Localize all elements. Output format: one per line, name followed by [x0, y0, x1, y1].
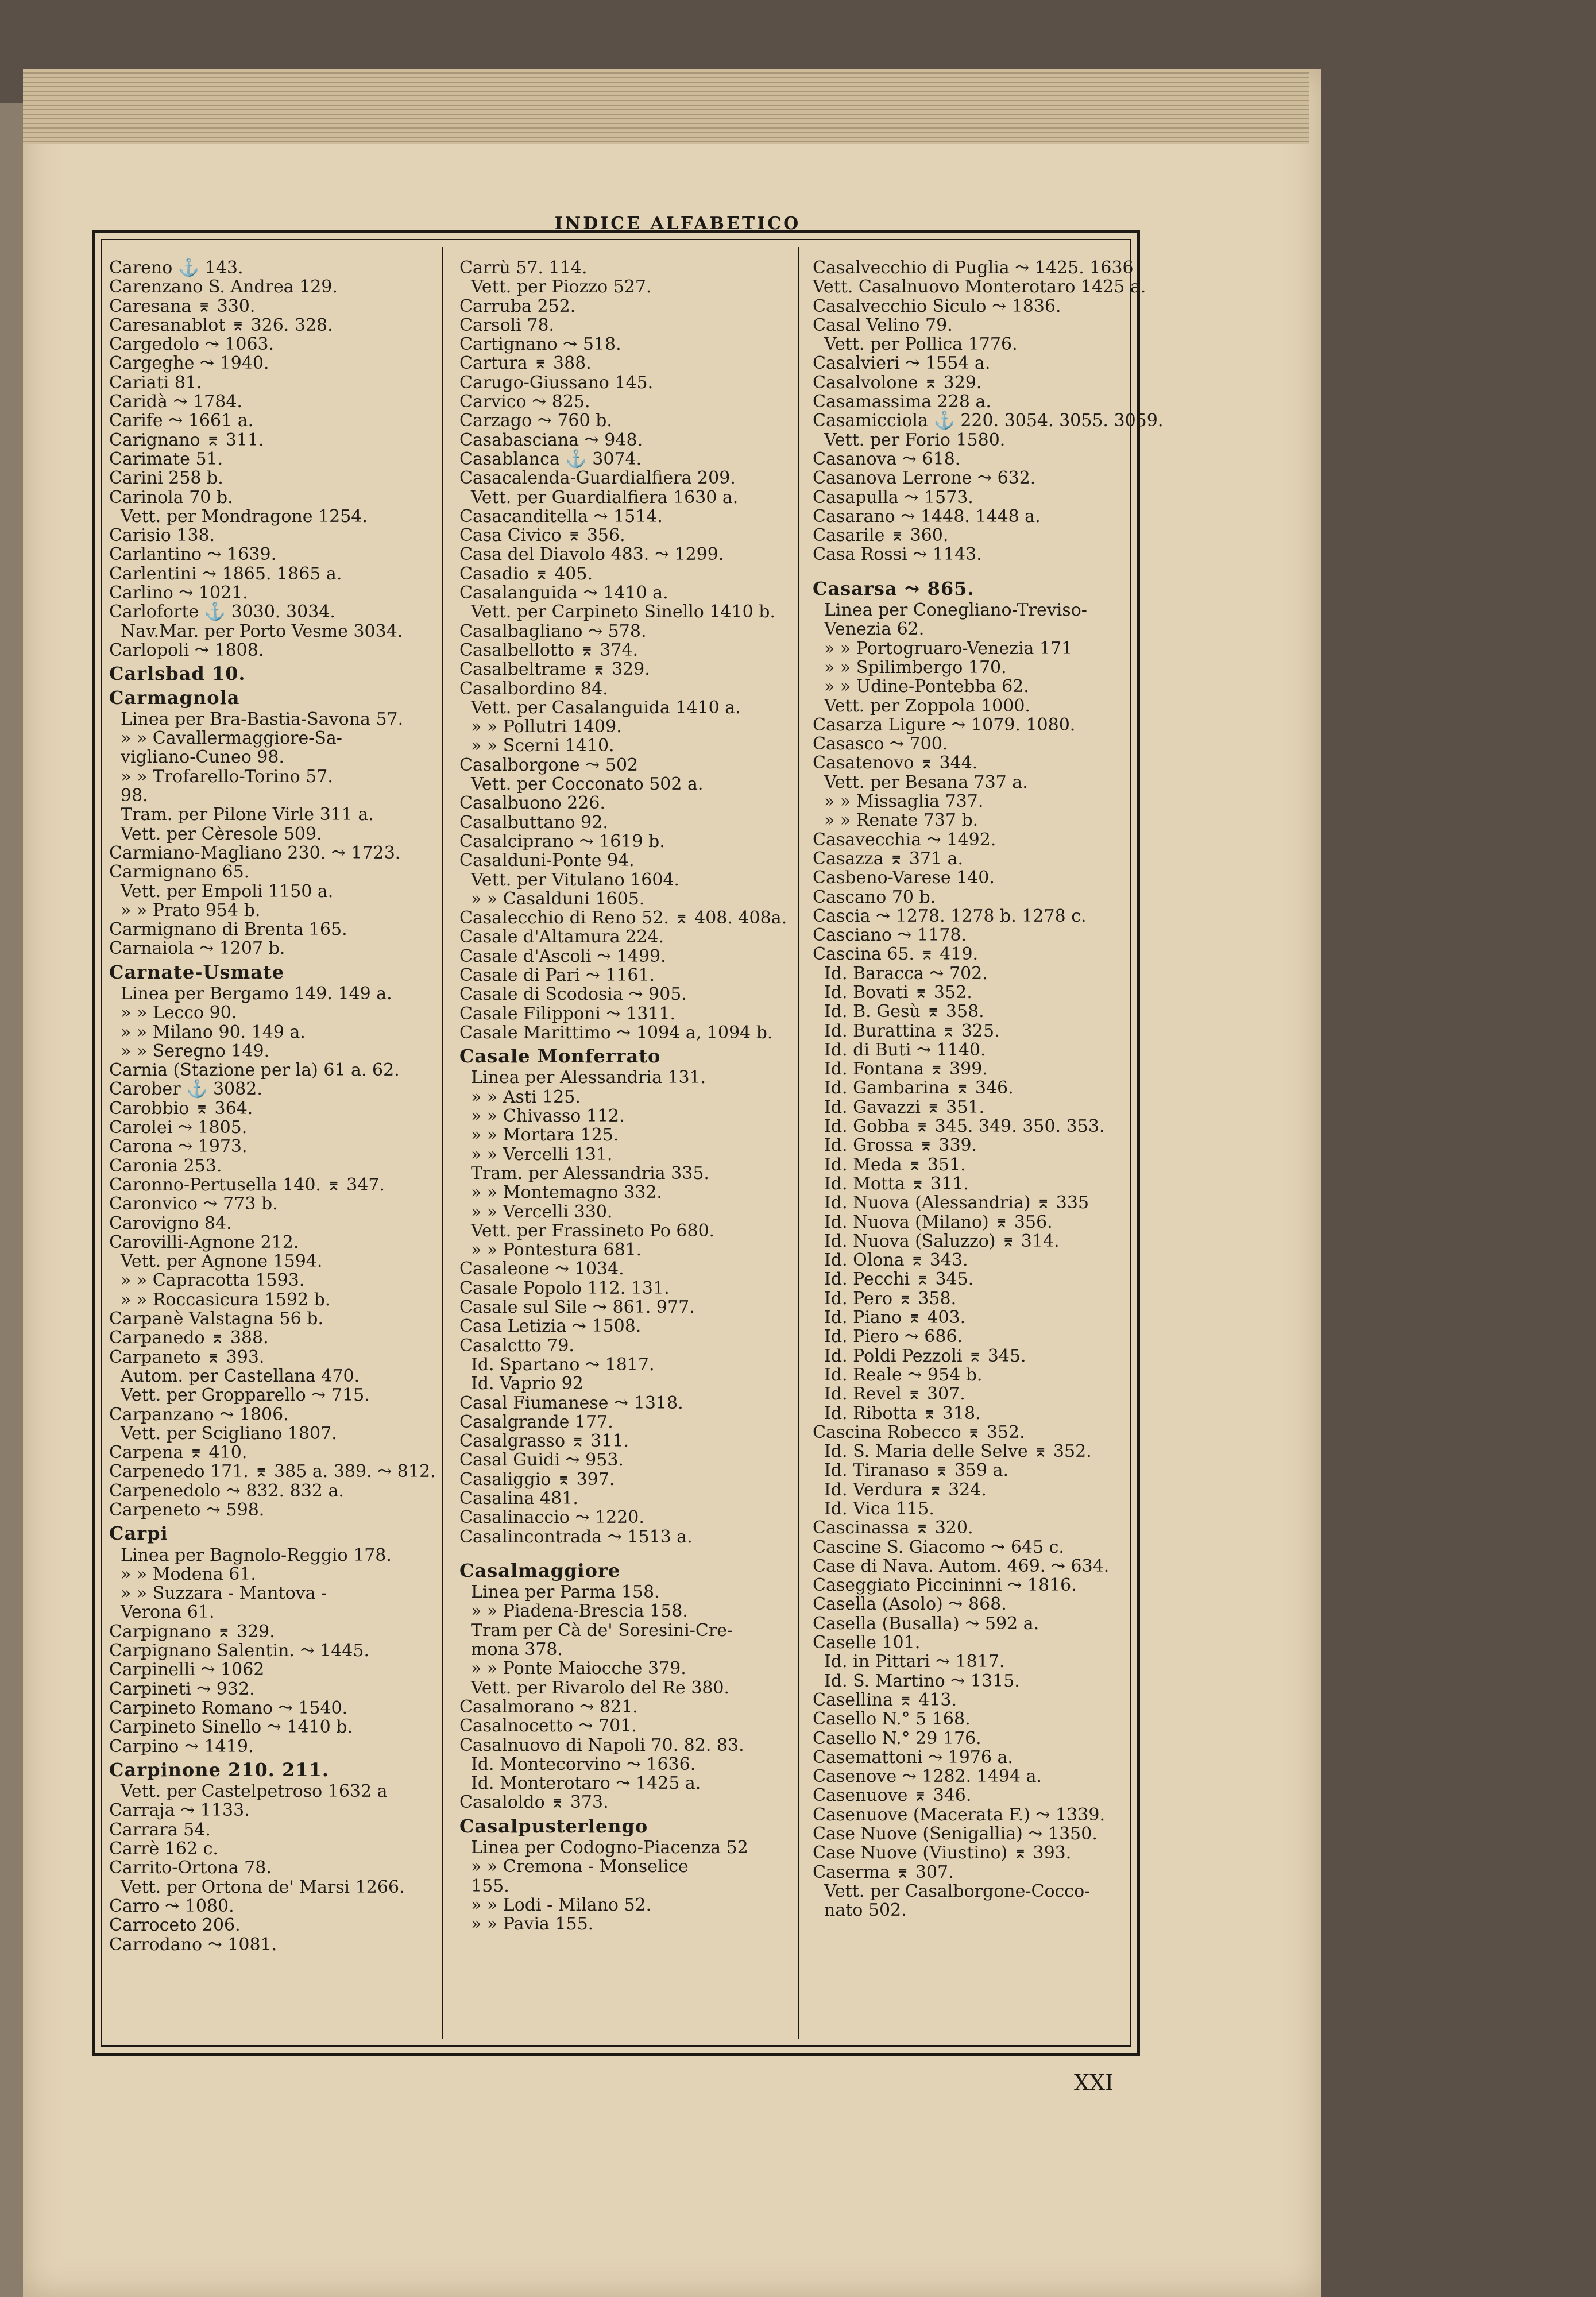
index-heading: Carpinone 210. 211.	[109, 1758, 329, 1781]
index-entry: Carober ⚓ 3082.	[109, 1079, 262, 1100]
index-entry: Casenuove ⌆ 346.	[813, 1785, 972, 1806]
index-entry: Carmignano 65.	[109, 862, 250, 883]
index-entry: Casello N.° 5 168.	[813, 1709, 971, 1730]
index-entry: Casalvecchio di Puglia ⤳ 1425. 1636	[813, 258, 1134, 278]
index-entry: Carpanedo ⌆ 388.	[109, 1328, 269, 1348]
index-heading: Carpi	[109, 1522, 168, 1545]
index-entry: Linea per Bra-Bastia-Savona 57.	[121, 709, 404, 729]
index-entry: » » Portogruaro-Venezia 171	[824, 638, 1073, 659]
index-entry: Id. Monterotaro ⤳ 1425 a.	[471, 1773, 701, 1794]
index-entry: Carovilli-Agnone 212.	[109, 1232, 299, 1252]
index-entry: Casale di Pari ⤳ 1161.	[459, 965, 655, 985]
index-entry: Casale d'Altamura 224.	[459, 927, 664, 948]
index-entry: Casablanca ⚓ 3074.	[459, 448, 642, 469]
index-entry: Carpanzano ⤳ 1806.	[109, 1404, 289, 1425]
index-entry: Casenuove (Macerata F.) ⤳ 1339.	[813, 1804, 1105, 1825]
index-entry: Carolei ⤳ 1805.	[109, 1117, 248, 1138]
index-entry: Caronvico ⤳ 773 b.	[109, 1194, 278, 1215]
index-entry: Vett. per Besana 737 a.	[824, 772, 1028, 792]
index-entry: Id. Poldi Pezzoli ⌆ 345.	[824, 1345, 1026, 1366]
index-entry: Vett. Casalnuovo Monterotaro 1425 a.	[813, 277, 1146, 297]
index-entry: Carpeneto ⤳ 598.	[109, 1500, 265, 1520]
index-entry: Cariati 81.	[109, 372, 202, 393]
index-entry: 155.	[471, 1876, 509, 1896]
index-entry: » » Capracotta 1593.	[121, 1270, 305, 1291]
index-entry: Cascia ⤳ 1278. 1278 b. 1278 c.	[813, 906, 1087, 926]
column-rule	[798, 247, 799, 2039]
index-entry: Verona 61.	[121, 1602, 215, 1623]
index-entry: Id. Vica 115.	[824, 1499, 934, 1519]
index-entry: Casacanditella ⤳ 1514.	[459, 506, 663, 527]
index-entry: Id. in Pittari ⤳ 1817.	[824, 1652, 1005, 1672]
index-entry: Casale Filipponi ⤳ 1311.	[459, 1003, 676, 1024]
index-entry: Casellina ⌆ 413.	[813, 1689, 957, 1710]
index-entry: » » Scerni 1410.	[471, 736, 615, 756]
index-heading: Casale Monferrato	[459, 1045, 661, 1068]
index-entry: Casalvolone ⌆ 329.	[813, 372, 982, 393]
index-entry: Id. Gambarina ⌆ 346.	[824, 1078, 1014, 1099]
index-entry: Casalvecchio Siculo ⤳ 1836.	[813, 296, 1061, 316]
index-entry: Tram per Cà de' Soresini-Cre-	[471, 1620, 733, 1641]
index-entry: Carvico ⤳ 825.	[459, 392, 590, 412]
index-entry: Carini 258 b.	[109, 468, 223, 489]
index-entry: Carlantino ⤳ 1639.	[109, 544, 277, 565]
index-heading: Carlsbad 10.	[109, 663, 246, 685]
index-entry: » » Pavia 155.	[471, 1914, 594, 1935]
index-entry: Id. B. Gesù ⌆ 358.	[824, 1001, 984, 1022]
index-entry: Id. Montecorvino ⤳ 1636.	[471, 1754, 696, 1774]
index-entry: Vett. per Guardialfiera 1630 a.	[471, 487, 739, 508]
index-entry: Id. Motta ⌆ 311.	[824, 1173, 969, 1194]
index-entry: Vett. per Piozzo 527.	[471, 277, 652, 297]
index-entry: Vett. per Cocconato 502 a.	[471, 774, 704, 795]
index-entry: Casalinaccio ⤳ 1220.	[459, 1507, 644, 1528]
index-entry: Id. di Buti ⤳ 1140.	[824, 1039, 986, 1060]
index-entry: nato 502.	[824, 1900, 907, 1921]
index-entry: Carignano ⌆ 311.	[109, 430, 264, 450]
index-entry: Casalbordino 84.	[459, 678, 608, 699]
index-entry: vigliano-Cuneo 98.	[121, 747, 284, 768]
index-entry: » » Pontestura 681.	[471, 1240, 642, 1260]
index-entry: Carpino ⤳ 1419.	[109, 1736, 254, 1757]
index-entry: Id. Gavazzi ⌆ 351.	[824, 1097, 985, 1117]
index-entry: Casa Civico ⌆ 356.	[459, 525, 625, 546]
index-entry: Carona ⤳ 1973.	[109, 1136, 248, 1157]
index-entry: Casalbellotto ⌆ 374.	[459, 640, 639, 660]
index-entry: » » Ponte Maiocche 379.	[471, 1658, 686, 1679]
index-entry: Casciano ⤳ 1178.	[813, 925, 967, 946]
index-entry: Id. Tiranaso ⌆ 359 a.	[824, 1460, 1009, 1481]
index-entry: » » Casalduni 1605.	[471, 888, 645, 909]
index-entry: Casalctto 79.	[459, 1335, 574, 1356]
index-heading: Carnate-Usmate	[109, 961, 285, 983]
index-heading: Casalmaggiore	[459, 1559, 621, 1581]
index-entry: Linea per Parma 158.	[471, 1582, 660, 1603]
index-entry: Casale Popolo 112. 131.	[459, 1278, 670, 1298]
index-entry: Caronia 253.	[109, 1155, 222, 1176]
index-entry: Case di Nava. Autom. 469. ⤳ 634.	[813, 1556, 1110, 1576]
index-entry: Caselle 101.	[813, 1633, 921, 1653]
index-entry: » » Udine-Pontebba 62.	[824, 676, 1029, 697]
index-entry: Carpaneto ⌆ 393.	[109, 1347, 265, 1367]
index-entry: Carpenedo 171. ⌆ 385 a. 389. ⤳ 812.	[109, 1461, 436, 1482]
index-entry: Id. Grossa ⌆ 339.	[824, 1135, 977, 1156]
index-entry: Caresanablot ⌆ 326. 328.	[109, 315, 333, 335]
index-entry: Id. Bovati ⌆ 352.	[824, 982, 972, 1003]
index-entry: Cascinassa ⌆ 320.	[813, 1518, 973, 1538]
index-entry: Carrodano ⤳ 1081.	[109, 1934, 277, 1955]
index-entry: Vett. per Casalanguida 1410 a.	[471, 697, 741, 718]
index-entry: Id. Nuova (Alessandria) ⌆ 335	[824, 1193, 1089, 1213]
index-entry: Id. Fontana ⌆ 399.	[824, 1059, 988, 1080]
index-entry: Carrara 54.	[109, 1819, 211, 1840]
index-entry: Id. Vaprio 92	[471, 1374, 583, 1394]
page-edges	[23, 69, 1309, 144]
index-entry: Tram. per Pilone Virle 311 a.	[121, 805, 374, 825]
index-entry: Casapulla ⤳ 1573.	[813, 487, 973, 508]
index-heading: Carmagnola	[109, 686, 240, 709]
index-entry: 98.	[121, 786, 148, 806]
index-entry: Autom. per Castellana 470.	[121, 1366, 360, 1386]
index-entry: Casaloldo ⌆ 373.	[459, 1792, 609, 1813]
index-entry: Casatenovo ⌆ 344.	[813, 753, 978, 774]
index-entry: Carlentini ⤳ 1865. 1865 a.	[109, 563, 342, 584]
index-entry: Linea per Conegliano-Treviso-	[824, 600, 1087, 621]
index-entry: Carovigno 84.	[109, 1213, 232, 1233]
index-entry: Casalbuono 226.	[459, 793, 606, 814]
index-entry: Casemattoni ⤳ 1976 a.	[813, 1747, 1013, 1768]
index-entry: Casabasciana ⤳ 948.	[459, 430, 643, 450]
index-entry: Id. Pero ⌆ 358.	[824, 1288, 957, 1309]
index-entry: Careno ⚓ 143.	[109, 258, 244, 278]
index-entry: Id. Reale ⤳ 954 b.	[824, 1364, 983, 1385]
index-entry: Linea per Alessandria 131.	[471, 1068, 706, 1088]
index-entry: Casale Marittimo ⤳ 1094 a, 1094 b.	[459, 1022, 773, 1043]
index-entry: Cartignano ⤳ 518.	[459, 334, 621, 355]
index-entry: Casale d'Ascoli ⤳ 1499.	[459, 946, 666, 966]
index-entry: Id. S. Martino ⤳ 1315.	[824, 1670, 1020, 1691]
index-entry: Linea per Bagnolo-Reggio 178.	[121, 1545, 392, 1565]
index-entry: Casalnuovo di Napoli 70. 82. 83.	[459, 1735, 744, 1755]
index-entry: Casazza ⌆ 371 a.	[813, 848, 964, 869]
index-entry: Caseggiato Piccininni ⤳ 1816.	[813, 1575, 1077, 1596]
index-entry: Casacalenda-Guardialfiera 209.	[459, 468, 736, 489]
index-entry: Casanova ⤳ 618.	[813, 448, 961, 469]
index-entry: Id. Gobba ⌆ 345. 349. 350. 353.	[824, 1116, 1105, 1137]
index-entry: Casadio ⌆ 405.	[459, 563, 593, 584]
index-entry: Carrè 162 c.	[109, 1839, 218, 1859]
index-entry: Carpinelli ⤳ 1062	[109, 1660, 265, 1680]
index-entry: Casalvieri ⤳ 1554 a.	[813, 353, 991, 374]
index-entry: Casa Letizia ⤳ 1508.	[459, 1316, 642, 1337]
index-entry: » » Trofarello-Torino 57.	[121, 766, 333, 787]
index-entry: Linea per Codogno-Piacenza 52	[471, 1838, 748, 1858]
index-entry: Id. Meda ⌆ 351.	[824, 1154, 966, 1175]
index-entry: Carpenedolo ⤳ 832. 832 a.	[109, 1480, 344, 1501]
index-entry: Vett. per Carpineto Sinello 1410 b.	[471, 602, 776, 622]
index-entry: Carpignano ⌆ 329.	[109, 1621, 275, 1642]
index-entry: Casalciprano ⤳ 1619 b.	[459, 831, 665, 852]
index-entry: Id. Nuova (Milano) ⌆ 356.	[824, 1212, 1053, 1232]
index-entry: Vett. per Cèresole 509.	[121, 823, 322, 844]
index-entry: Carnia (Stazione per la) 61 a. 62.	[109, 1060, 400, 1081]
index-entry: Casamassima 228 a.	[813, 392, 991, 412]
index-entry: Casavecchia ⤳ 1492.	[813, 829, 996, 850]
index-entry: Carpineto Sinello ⤳ 1410 b.	[109, 1717, 353, 1738]
index-entry: » » Cavallermaggiore-Sa-	[121, 728, 342, 749]
index-entry: Carpignano Salentin. ⤳ 1445.	[109, 1641, 370, 1661]
index-entry: Carugo-Giussano 145.	[459, 372, 654, 393]
index-entry: Casalborgone ⤳ 502	[459, 755, 639, 775]
index-entry: Vett. per Casalborgone-Cocco-	[824, 1881, 1091, 1901]
index-entry: Id. S. Maria delle Selve ⌆ 352.	[824, 1441, 1092, 1462]
index-entry: Id. Verdura ⌆ 324.	[824, 1479, 987, 1500]
index-heading: Casalpusterlengo	[459, 1815, 648, 1837]
index-entry: Carife ⤳ 1661 a.	[109, 411, 254, 431]
index-entry: Casasco ⤳ 700.	[813, 734, 948, 755]
index-entry: Carisio 138.	[109, 525, 215, 546]
index-entry: Id. Nuova (Saluzzo) ⌆ 314.	[824, 1231, 1060, 1251]
index-entry: Carmignano di Brenta 165.	[109, 919, 347, 940]
index-entry: » » Milano 90. 149 a.	[121, 1022, 306, 1042]
index-entry: Carinola 70 b.	[109, 487, 233, 508]
index-entry: Vett. per Agnone 1594.	[121, 1251, 323, 1272]
index-entry: Casalbeltrame ⌆ 329.	[459, 659, 650, 680]
index-entry: Carlino ⤳ 1021.	[109, 583, 248, 604]
index-entry: » » Mortara 125.	[471, 1125, 619, 1146]
column-rule	[442, 247, 443, 2039]
index-entry: » » Vercelli 131.	[471, 1144, 613, 1165]
index-entry: Carpanè Valstagna 56 b.	[109, 1309, 324, 1329]
index-entry: Vett. per Ortona de' Marsi 1266.	[121, 1877, 405, 1897]
index-entry: Carimate 51.	[109, 448, 223, 469]
index-entry: Casalbagliano ⤳ 578.	[459, 621, 647, 641]
index-entry: Vett. per Pollica 1776.	[824, 334, 1018, 355]
index-entry: Casella (Busalla) ⤳ 592 a.	[813, 1613, 1039, 1634]
index-entry: Casbeno-Varese 140.	[813, 868, 995, 888]
index-entry: » » Renate 737 b.	[824, 810, 979, 831]
index-entry: Vett. per Zoppola 1000.	[824, 695, 1030, 716]
index-entry: » » Spilimbergo 170.	[824, 657, 1007, 678]
index-entry: » » Lodi - Milano 52.	[471, 1894, 652, 1915]
index-entry: Carroceto 206.	[109, 1915, 241, 1936]
index-entry: Casaleone ⤳ 1034.	[459, 1259, 624, 1279]
index-entry: Id. Ribotta ⌆ 318.	[824, 1403, 981, 1424]
index-entry: » » Piadena-Brescia 158.	[471, 1601, 688, 1622]
index-entry: » » Pollutri 1409.	[471, 717, 622, 737]
index-entry: Cartura ⌆ 388.	[459, 353, 592, 374]
index-entry: Id. Spartano ⤳ 1817.	[471, 1354, 655, 1375]
index-entry: Casale sul Sile ⤳ 861. 977.	[459, 1297, 695, 1318]
index-entry: Id. Olona ⌆ 343.	[824, 1250, 968, 1271]
index-entry: Carsoli 78.	[459, 315, 555, 335]
index-heading: Casarsa ⤳ 865.	[813, 577, 975, 600]
index-entry: Venezia 62.	[824, 619, 925, 640]
index-entry: » » Cremona - Monselice	[471, 1857, 689, 1877]
index-entry: Id. Baracca ⤳ 702.	[824, 963, 988, 984]
index-entry: Casal Velino 79.	[813, 315, 953, 335]
index-entry: Casalgrande 177.	[459, 1412, 613, 1432]
index-entry: Vett. per Vitulano 1604.	[471, 869, 680, 890]
index-entry: Case Nuove (Viustino) ⌆ 393.	[813, 1843, 1072, 1863]
index-entry: Vett. per Mondragone 1254.	[121, 506, 368, 527]
index-entry: Carpineti ⤳ 932.	[109, 1679, 255, 1699]
index-entry: » » Modena 61.	[121, 1564, 256, 1584]
index-entry: Id. Piano ⌆ 403.	[824, 1308, 966, 1328]
index-entry: Caserma ⌆ 307.	[813, 1862, 954, 1882]
index-entry: » » Vercelli 330.	[471, 1201, 613, 1222]
index-entry: Cascina Robecco ⌆ 352.	[813, 1422, 1025, 1443]
index-entry: Casalanguida ⤳ 1410 a.	[459, 583, 668, 604]
index-entry: Casella (Asolo) ⤳ 868.	[813, 1594, 1007, 1615]
index-entry: Cascine S. Giacomo ⤳ 645 c.	[813, 1537, 1064, 1557]
index-entry: Carobbio ⌆ 364.	[109, 1098, 253, 1119]
index-column-1	[109, 258, 436, 1955]
index-entry: Carzago ⤳ 760 b.	[459, 411, 612, 431]
index-entry: Carruba 252.	[459, 296, 576, 316]
index-entry: Id. Revel ⌆ 307.	[824, 1384, 965, 1405]
index-entry: mona 378.	[471, 1639, 563, 1660]
index-entry: » » Missaglia 737.	[824, 791, 984, 812]
index-entry: Vett. per Gropparello ⤳ 715.	[121, 1385, 370, 1406]
index-entry: » » Montemagno 332.	[471, 1182, 662, 1203]
index-entry: Casa del Diavolo 483. ⤳ 1299.	[459, 544, 724, 565]
index-entry: » » Suzzara - Mantova -	[121, 1583, 327, 1604]
index-entry: » » Prato 954 b.	[121, 900, 261, 921]
index-entry: Cargeghe ⤳ 1940.	[109, 353, 269, 374]
index-entry: Vett. per Forio 1580.	[824, 430, 1006, 450]
index-entry: Casenove ⤳ 1282. 1494 a.	[813, 1766, 1042, 1787]
index-entry: » » Lecco 90.	[121, 1003, 237, 1023]
index-entry: Casalmorano ⤳ 821.	[459, 1696, 638, 1717]
index-entry: Tram. per Alessandria 335.	[471, 1163, 709, 1184]
index-entry: » » Chivasso 112.	[471, 1106, 625, 1127]
index-entry: Vett. per Rivarolo del Re 380.	[471, 1677, 730, 1698]
index-entry: Casarza Ligure ⤳ 1079. 1080.	[813, 714, 1076, 735]
index-entry: Casalecchio di Reno 52. ⌆ 408. 408a.	[459, 908, 787, 929]
page-number: XXI	[1074, 2070, 1114, 2095]
index-entry: Id. Burattina ⌆ 325.	[824, 1020, 1000, 1041]
index-entry: Id. Piero ⤳ 686.	[824, 1327, 963, 1347]
index-entry: Cascina 65. ⌆ 419.	[813, 944, 979, 965]
index-entry: Casal Guidi ⤳ 953.	[459, 1450, 624, 1471]
index-entry: Casale di Scodosia ⤳ 905.	[459, 984, 687, 1005]
index-entry: Caridà ⤳ 1784.	[109, 392, 242, 412]
index-entry: Casarano ⤳ 1448. 1448 a.	[813, 506, 1041, 527]
index-entry: Carro ⤳ 1080.	[109, 1896, 234, 1916]
index-entry: Casalincontrada ⤳ 1513 a.	[459, 1526, 693, 1547]
index-entry: Casalduni-Ponte 94.	[459, 850, 635, 871]
index-entry: Caronno-Pertusella 140. ⌆ 347.	[109, 1174, 385, 1195]
index-entry: Cargedolo ⤳ 1063.	[109, 334, 275, 355]
index-entry: Casamicciola ⚓ 220. 3054. 3055. 3059.	[813, 411, 1164, 431]
index-entry: Id. Pecchi ⌆ 345.	[824, 1269, 974, 1290]
index-entry: Casalgrasso ⌆ 311.	[459, 1431, 629, 1452]
index-entry: Casa Rossi ⤳ 1143.	[813, 544, 982, 565]
index-column-3	[813, 258, 1164, 1921]
index-entry: » » Asti 125.	[471, 1086, 581, 1107]
index-entry: Carmiano-Magliano 230. ⤳ 1723.	[109, 842, 401, 863]
index-entry: Carlopoli ⤳ 1808.	[109, 640, 264, 660]
index-entry: Carpena ⌆ 410.	[109, 1443, 248, 1463]
index-entry: Carraja ⤳ 1133.	[109, 1800, 250, 1821]
index-entry: Casanova Lerrone ⤳ 632.	[813, 468, 1036, 489]
index-entry: Nav.Mar. per Porto Vesme 3034.	[121, 621, 403, 641]
index-entry: Carenzano S. Andrea 129.	[109, 277, 338, 297]
index-entry: » » Seregno 149.	[121, 1041, 270, 1061]
index-entry: Casal Fiumanese ⤳ 1318.	[459, 1393, 683, 1413]
index-entry	[459, 1546, 781, 1557]
index-entry: Carnaiola ⤳ 1207 b.	[109, 938, 285, 959]
index-entry: Carrito-Ortona 78.	[109, 1858, 272, 1878]
index-entry: Carpineto Romano ⤳ 1540.	[109, 1697, 348, 1718]
index-entry: Linea per Bergamo 149. 149 a.	[121, 983, 392, 1004]
index-entry: » » Roccasicura 1592 b.	[121, 1289, 331, 1310]
index-column-2	[459, 258, 787, 1935]
index-entry	[813, 564, 1134, 575]
index-entry: Case Nuove (Senigallia) ⤳ 1350.	[813, 1824, 1098, 1844]
index-entry: Vett. per Empoli 1150 a.	[121, 881, 334, 902]
index-entry: Vett. per Castelpetroso 1632 a	[121, 1781, 388, 1802]
index-entry: Carloforte ⚓ 3030. 3034.	[109, 602, 335, 622]
index-entry: Carrù 57. 114.	[459, 258, 588, 278]
index-entry: Cascano 70 b.	[813, 887, 936, 907]
index-entry: Casalnocetto ⤳ 701.	[459, 1716, 637, 1737]
index-entry: Caresana ⌆ 330.	[109, 296, 256, 316]
index-entry: Casarile ⌆ 360.	[813, 525, 949, 546]
index-entry: Casaliggio ⌆ 397.	[459, 1469, 615, 1490]
index-entry: Casalbuttano 92.	[459, 812, 608, 833]
index-entry: Casello N.° 29 176.	[813, 1728, 981, 1749]
index-entry: Vett. per Scigliano 1807.	[121, 1423, 337, 1444]
page-header: INDICE ALFABETICO	[554, 214, 801, 234]
index-entry: Vett. per Frassineto Po 680.	[471, 1220, 715, 1241]
index-entry: Casalina 481.	[459, 1488, 578, 1509]
